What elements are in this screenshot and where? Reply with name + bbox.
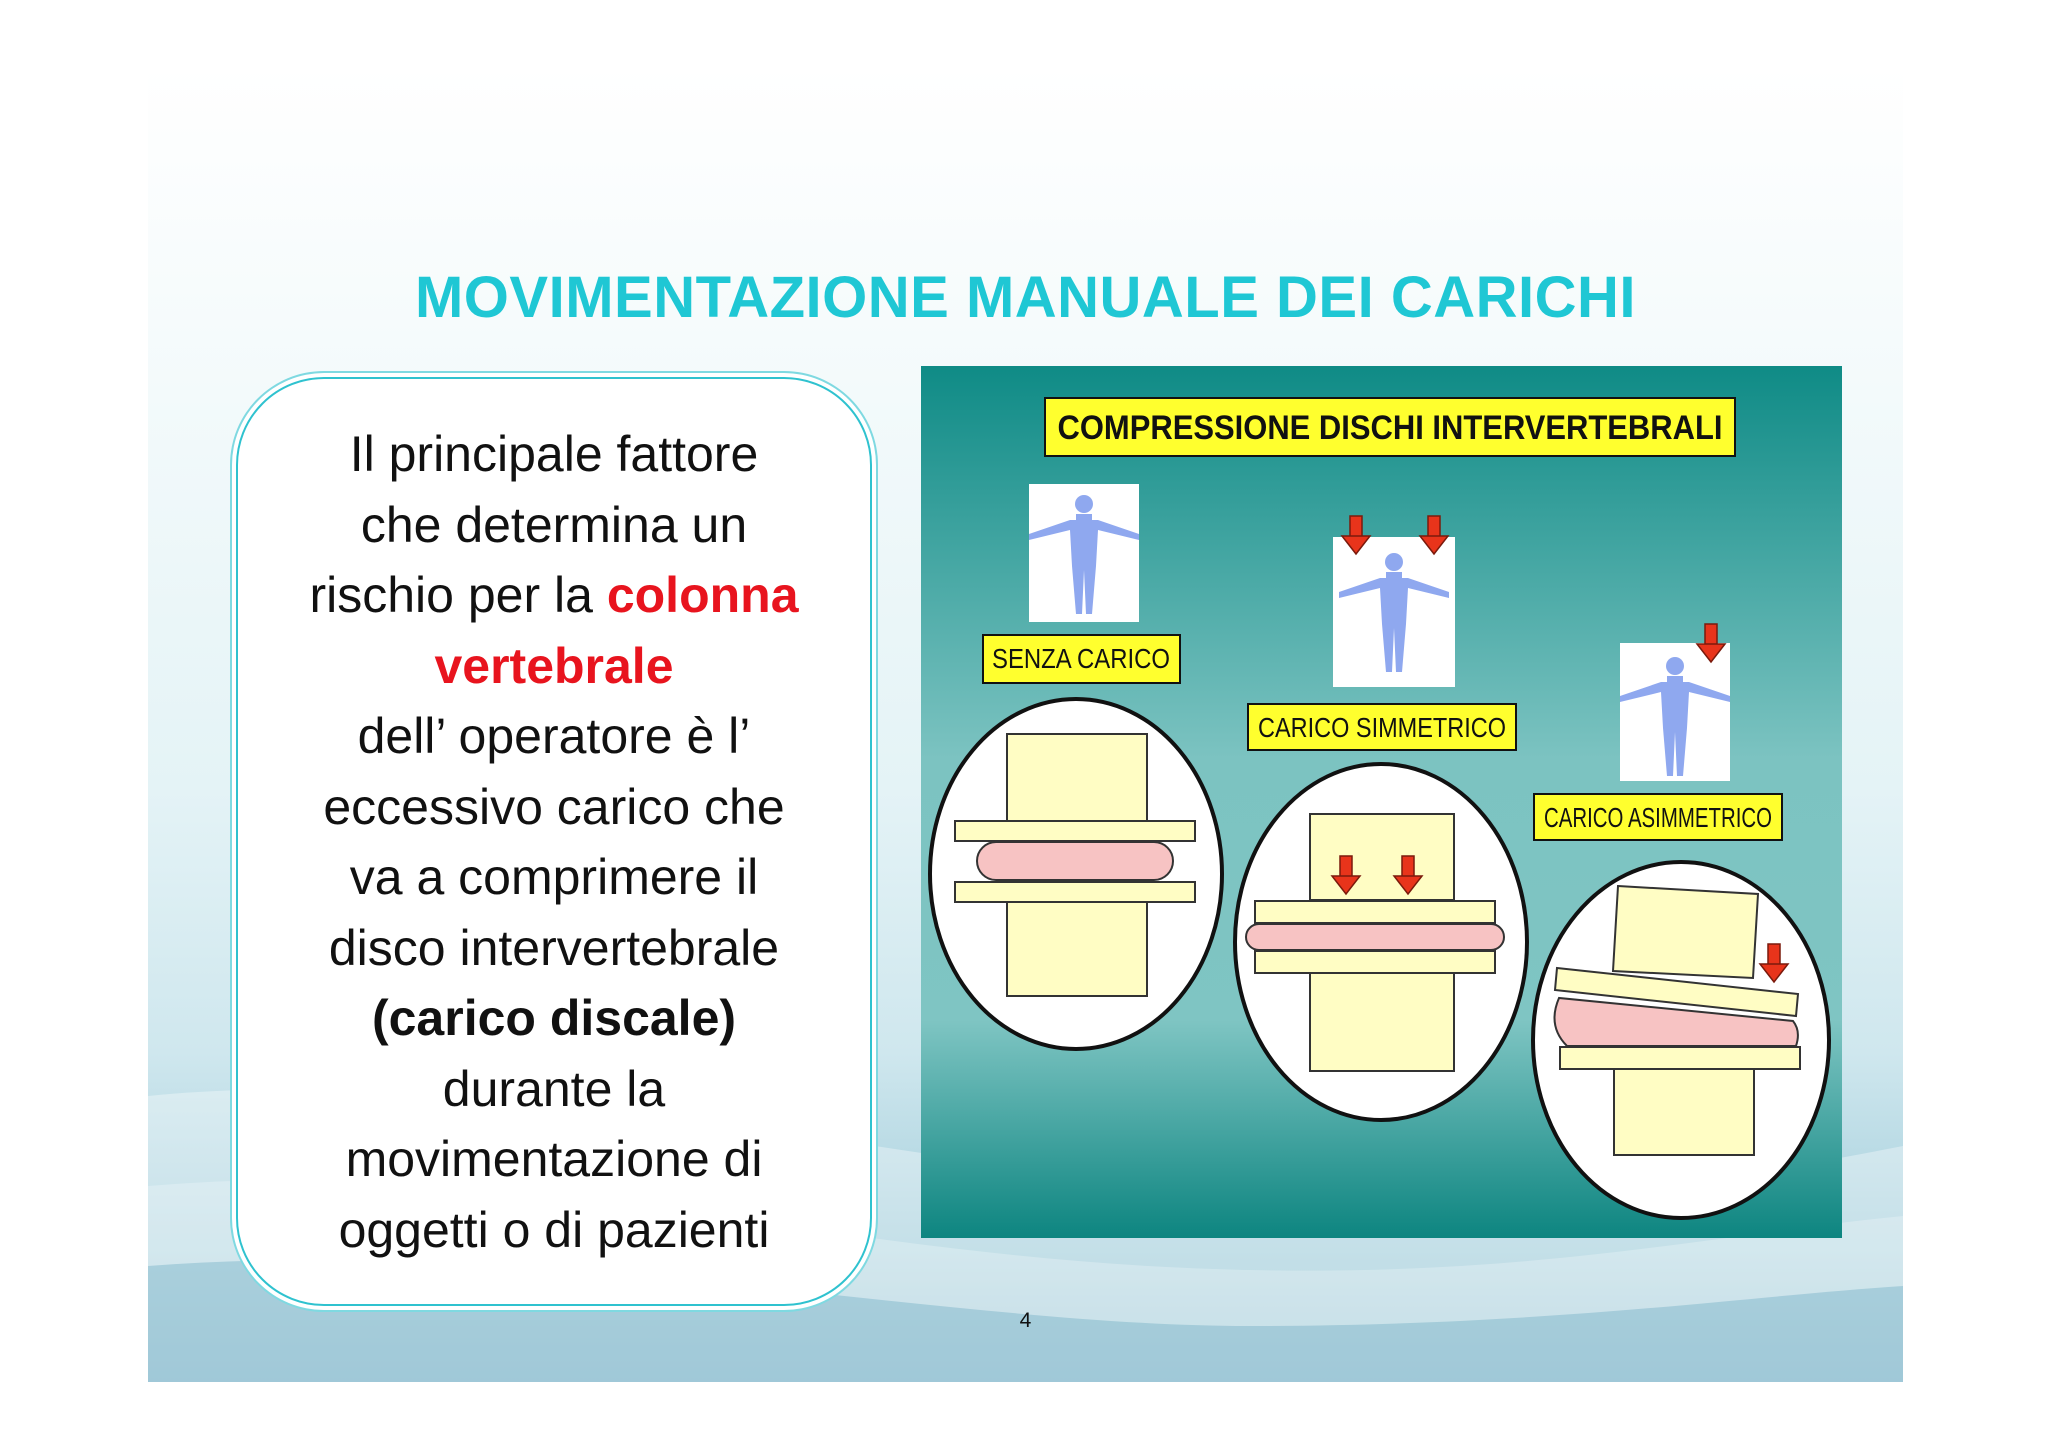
body-line [238, 560, 870, 631]
body-line: eccessivo carico che [323, 778, 785, 835]
page-number: 4 [1019, 1309, 1032, 1332]
body-line: dell’ operatore è l’ [357, 708, 751, 764]
label-carico-asimmetrico: CARICO ASIMMETRICO [1544, 802, 1772, 833]
text-box [236, 377, 872, 1306]
label-carico-simmetrico: CARICO SIMMETRICO [1258, 712, 1506, 743]
highlight-colonna: colonna [606, 567, 799, 623]
highlight-vertebrale: vertebrale [434, 637, 674, 694]
slide-title: MOVIMENTAZIONE MANUALE DEI CARICHI [414, 265, 1636, 330]
disc-compression-figure [921, 366, 1842, 1238]
body-line: disco intervertebrale [328, 919, 780, 976]
body-line: durante la [442, 1060, 666, 1117]
body-line-text: rischio per la [309, 567, 607, 623]
body-line: movimentazione di [345, 1131, 763, 1187]
figure-title: COMPRESSIONE DISCHI INTERVERTEBRALI [1057, 409, 1723, 447]
body-line: oggetti o di pazienti [338, 1201, 770, 1258]
body-line: va a comprimere il [349, 849, 759, 905]
body-line: che determina un [360, 496, 748, 553]
body-line: Il principale fattore [349, 426, 759, 482]
body-text [238, 419, 870, 1265]
slide [148, 66, 1903, 1382]
label-senza-carico: SENZA CARICO [992, 643, 1170, 674]
highlight-carico-discale: (carico discale) [371, 990, 737, 1046]
